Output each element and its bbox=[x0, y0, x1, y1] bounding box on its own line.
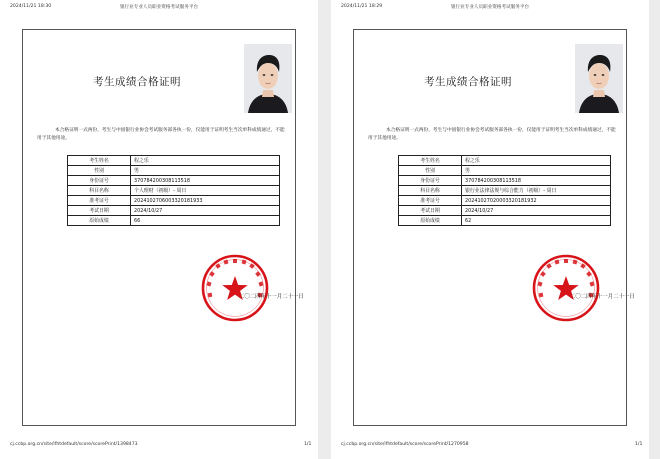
field-value: 20241027020003320181932 bbox=[462, 196, 611, 206]
certificate-statement: 本合格证明一式两份，考生与中国银行业协会考试服务部各执一份，仅能用于证明考生当次单科成绩通过，不能用于其他用途。 bbox=[37, 128, 285, 141]
print-header-title: 银行业专业人员职业资格考试服务平台 bbox=[450, 5, 530, 10]
field-value: 银行业法律法规与综合能力（初级）- 周日 bbox=[462, 186, 611, 196]
field-label: 身份证号 bbox=[68, 176, 131, 186]
table-row bbox=[68, 176, 280, 186]
table-row bbox=[68, 166, 280, 176]
field-value: 程之乐 bbox=[131, 156, 280, 166]
certificate-title: 考生成绩合格证明 bbox=[424, 76, 512, 88]
official-red-seal-icon bbox=[201, 254, 269, 322]
field-label: 考生姓名 bbox=[399, 156, 462, 166]
score-table bbox=[398, 155, 611, 226]
table-row bbox=[399, 186, 611, 196]
table-row bbox=[399, 216, 611, 226]
official-red-seal-icon bbox=[532, 254, 600, 322]
certificate-page-1 bbox=[0, 0, 318, 459]
field-label: 考试日期 bbox=[68, 206, 131, 216]
field-value: 个人理财（初级）- 周日 bbox=[131, 186, 280, 196]
field-label: 原始成绩 bbox=[68, 216, 131, 226]
field-label: 性别 bbox=[68, 166, 131, 176]
field-value: 程之乐 bbox=[462, 156, 611, 166]
candidate-photo bbox=[575, 44, 623, 113]
candidate-photo bbox=[244, 44, 292, 113]
field-value: 男 bbox=[462, 166, 611, 176]
page-number: 1/1 bbox=[304, 442, 312, 447]
field-value: 370784200308113518 bbox=[131, 176, 280, 186]
table-row bbox=[68, 216, 280, 226]
certificate-page-2 bbox=[331, 0, 649, 459]
table-row bbox=[68, 156, 280, 166]
table-row bbox=[399, 206, 611, 216]
field-label: 准考证号 bbox=[68, 196, 131, 206]
certificate-frame bbox=[353, 29, 635, 426]
field-label: 考试日期 bbox=[399, 206, 462, 216]
field-value: 2024102706003320181933 bbox=[131, 196, 280, 206]
table-row bbox=[68, 196, 280, 206]
field-value: 66 bbox=[131, 216, 280, 226]
print-footer-url: cj.ccbp.org.cn/site/ifhtdefault/score/scorePrint/1398473 bbox=[10, 442, 138, 447]
field-value: 男 bbox=[131, 166, 280, 176]
field-label: 准考证号 bbox=[399, 196, 462, 206]
seal-date: 二〇二四年十一月二十一日 bbox=[239, 294, 304, 300]
table-row bbox=[399, 156, 611, 166]
print-header-title: 银行业专业人员职业资格考试服务平台 bbox=[119, 5, 199, 10]
field-label: 科目名称 bbox=[68, 186, 131, 196]
score-table bbox=[67, 155, 280, 226]
table-row bbox=[68, 206, 280, 216]
certificate-statement: 本合格证明一式两份，考生与中国银行业协会考试服务部各执一份，仅能用于证明考生当次单科成绩通过，不能用于其他用途。 bbox=[368, 128, 616, 141]
certificate-frame bbox=[22, 29, 304, 426]
table-row bbox=[68, 186, 280, 196]
field-label: 考生姓名 bbox=[68, 156, 131, 166]
field-value: 370784200308113518 bbox=[462, 176, 611, 186]
field-value: 2024/10/27 bbox=[462, 206, 611, 216]
table-row bbox=[399, 196, 611, 206]
seal-date: 二〇二四年十一月二十一日 bbox=[570, 294, 635, 300]
print-date: 2024/11/21 18:30 bbox=[10, 4, 52, 9]
field-label: 身份证号 bbox=[399, 176, 462, 186]
field-value: 62 bbox=[462, 216, 611, 226]
table-row bbox=[399, 176, 611, 186]
field-label: 性别 bbox=[399, 166, 462, 176]
field-label: 原始成绩 bbox=[399, 216, 462, 226]
field-label: 科目名称 bbox=[399, 186, 462, 196]
print-date: 2024/11/21 18:29 bbox=[341, 4, 383, 9]
page-number: 1/1 bbox=[635, 442, 643, 447]
print-footer-url: cj.ccbp.org.cn/site/ifhtdefault/score/scorePrint/1270958 bbox=[341, 442, 469, 447]
field-value: 2024/10/27 bbox=[131, 206, 280, 216]
certificate-title: 考生成绩合格证明 bbox=[93, 76, 181, 88]
table-row bbox=[399, 166, 611, 176]
